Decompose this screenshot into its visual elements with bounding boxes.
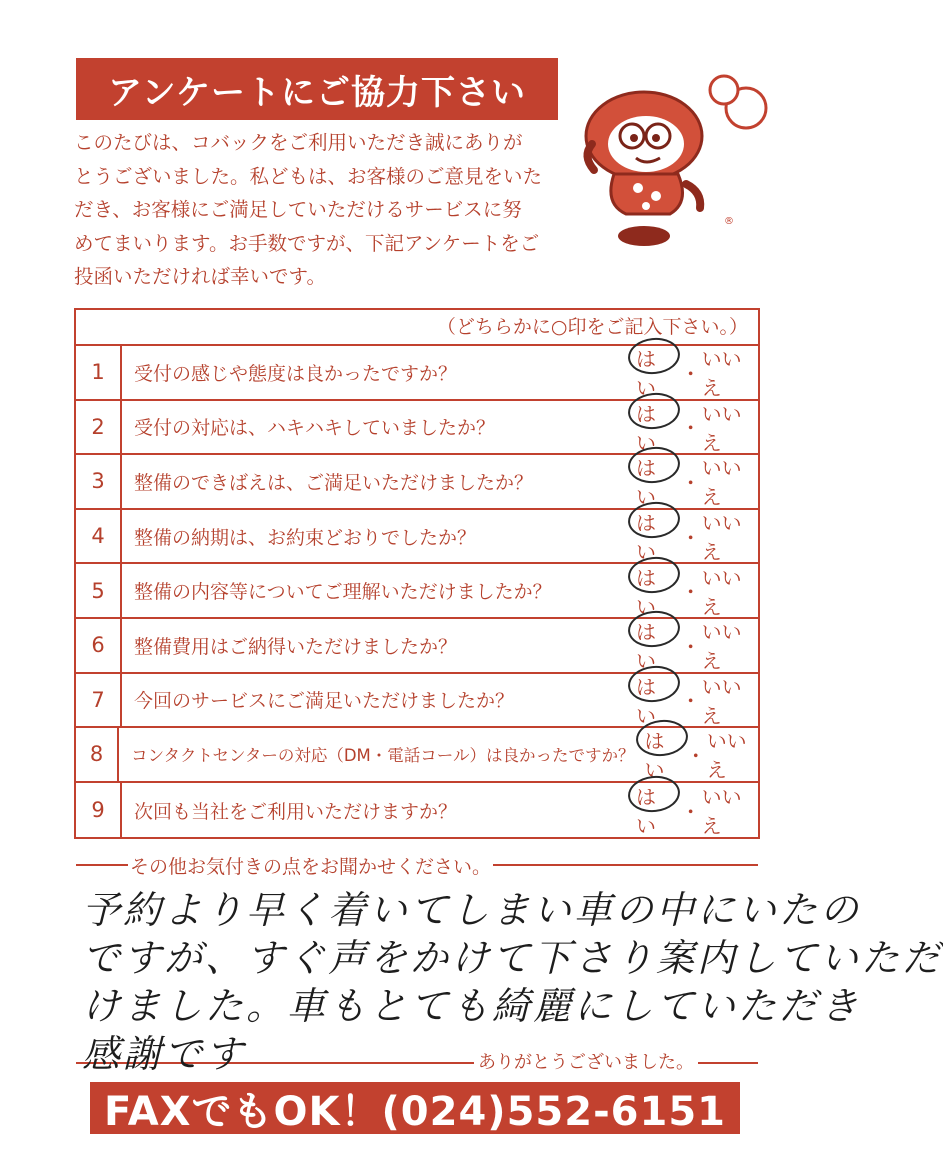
- question-number: 5: [76, 564, 122, 617]
- answer-choice: [626, 401, 758, 454]
- intro-line: このたびは、コバックをご利用いただき誠にありが: [74, 131, 523, 154]
- question-text: コンタクトセンターの対応（DM・電話コール）は良かったですか？: [131, 746, 635, 766]
- answer-no-option[interactable]: いいえ: [701, 456, 742, 510]
- question-row: [76, 783, 758, 838]
- answer-separator: ・: [680, 580, 701, 605]
- answer-choice: [626, 510, 758, 563]
- question-number: 6: [76, 619, 122, 672]
- survey-instruction: （どちらかに○印をご記入下さい。）: [76, 310, 758, 346]
- survey-table: [74, 308, 760, 839]
- question-row: [76, 728, 758, 783]
- question-number: 8: [76, 728, 119, 781]
- question-number: 1: [76, 346, 122, 399]
- comments-section: [76, 856, 943, 1076]
- title-banner: アンケートにご協力下さい: [76, 58, 558, 120]
- svg-text:®: ®: [724, 216, 734, 227]
- answer-choice: [626, 346, 758, 399]
- answer-separator: ・: [680, 799, 701, 824]
- answer-choice: [626, 564, 758, 617]
- question-text: 受付の対応は、ハキハキしていましたか？: [134, 417, 496, 440]
- question-number: 4: [76, 510, 122, 563]
- answer-separator: ・: [680, 525, 701, 550]
- answer-choice: [626, 674, 758, 727]
- answer-separator: ・: [680, 361, 701, 386]
- answer-separator: ・: [680, 689, 701, 714]
- question-text: 受付の感じや態度は良かったですか？: [134, 362, 458, 385]
- answer-yes-option[interactable]: [630, 781, 680, 839]
- handwritten-line: 予約より早く着いてしまい車の中にいたの: [82, 888, 862, 932]
- fax-banner: FAXでもOK！(024)552-6151: [90, 1082, 740, 1134]
- question-number: 7: [76, 674, 122, 727]
- comments-heading: その他お気付きの点をお聞かせください。: [128, 852, 493, 879]
- answer-yes-option[interactable]: [638, 725, 684, 783]
- mascot-logo: [574, 74, 774, 254]
- answer-choice: [626, 783, 758, 838]
- question-text: 整備の内容等についてご理解いただけましたか？: [134, 581, 552, 604]
- answer-yes-label: はい: [636, 401, 656, 455]
- question-number: 9: [76, 783, 122, 838]
- answer-no-option[interactable]: いいえ: [701, 401, 742, 455]
- answer-yes-label: はい: [636, 565, 656, 619]
- answer-yes-label: はい: [636, 511, 656, 565]
- answer-yes-label: はい: [636, 674, 656, 728]
- answer-choice: [626, 455, 758, 508]
- answer-no-option[interactable]: いいえ: [701, 785, 742, 839]
- answer-yes-label: はい: [636, 347, 656, 401]
- answer-no-option[interactable]: いいえ: [701, 511, 742, 565]
- intro-text: [74, 126, 574, 294]
- intro-line: めてまいります。お手数ですが、下記アンケートをご: [74, 231, 540, 255]
- question-number: 3: [76, 455, 122, 508]
- answer-no-option[interactable]: いいえ: [701, 674, 742, 728]
- answer-yes-label: はい: [644, 729, 665, 783]
- handwritten-line: 感謝です: [82, 1032, 247, 1076]
- question-number: 2: [76, 401, 122, 454]
- intro-line: だき、お客様にご満足していただけるサービスに努: [74, 198, 522, 221]
- question-text: 今回のサービスにご満足いただけましたか？: [134, 690, 515, 713]
- answer-separator: ・: [680, 416, 701, 441]
- question-text: 整備費用はご納得いただけましたか？: [134, 635, 458, 658]
- intro-line: 投函いただければ幸いです。: [74, 265, 326, 288]
- handwritten-line: ですが、すぐ声をかけて下さり案内していただ: [82, 936, 943, 980]
- answer-yes-label: はい: [636, 456, 656, 510]
- question-text: 次回も当社をご利用いただけますか？: [134, 800, 458, 823]
- answer-no-option[interactable]: いいえ: [701, 565, 742, 619]
- intro-line: とうございました。私どもは、お客様のご意見をいた: [74, 164, 543, 188]
- question-text: 整備のできばえは、ご満足いただけましたか？: [134, 471, 534, 494]
- answer-no-option[interactable]: いいえ: [701, 620, 742, 674]
- question-text: 整備の納期は、お約束どおりでしたか？: [134, 526, 477, 549]
- answer-choice: [626, 619, 758, 672]
- answer-yes-label: はい: [636, 785, 656, 839]
- answer-separator: ・: [680, 470, 701, 495]
- answer-separator: ・: [685, 743, 706, 768]
- answer-choice: [634, 728, 758, 781]
- answer-yes-label: はい: [636, 620, 656, 674]
- answer-no-option[interactable]: いいえ: [706, 729, 747, 783]
- answer-separator: ・: [680, 634, 701, 659]
- answer-no-option[interactable]: いいえ: [701, 347, 742, 401]
- handwritten-line: けました。車もとても綺麗にしていただき: [82, 984, 862, 1028]
- closing-thanks: ありがとうございました。: [474, 1048, 698, 1074]
